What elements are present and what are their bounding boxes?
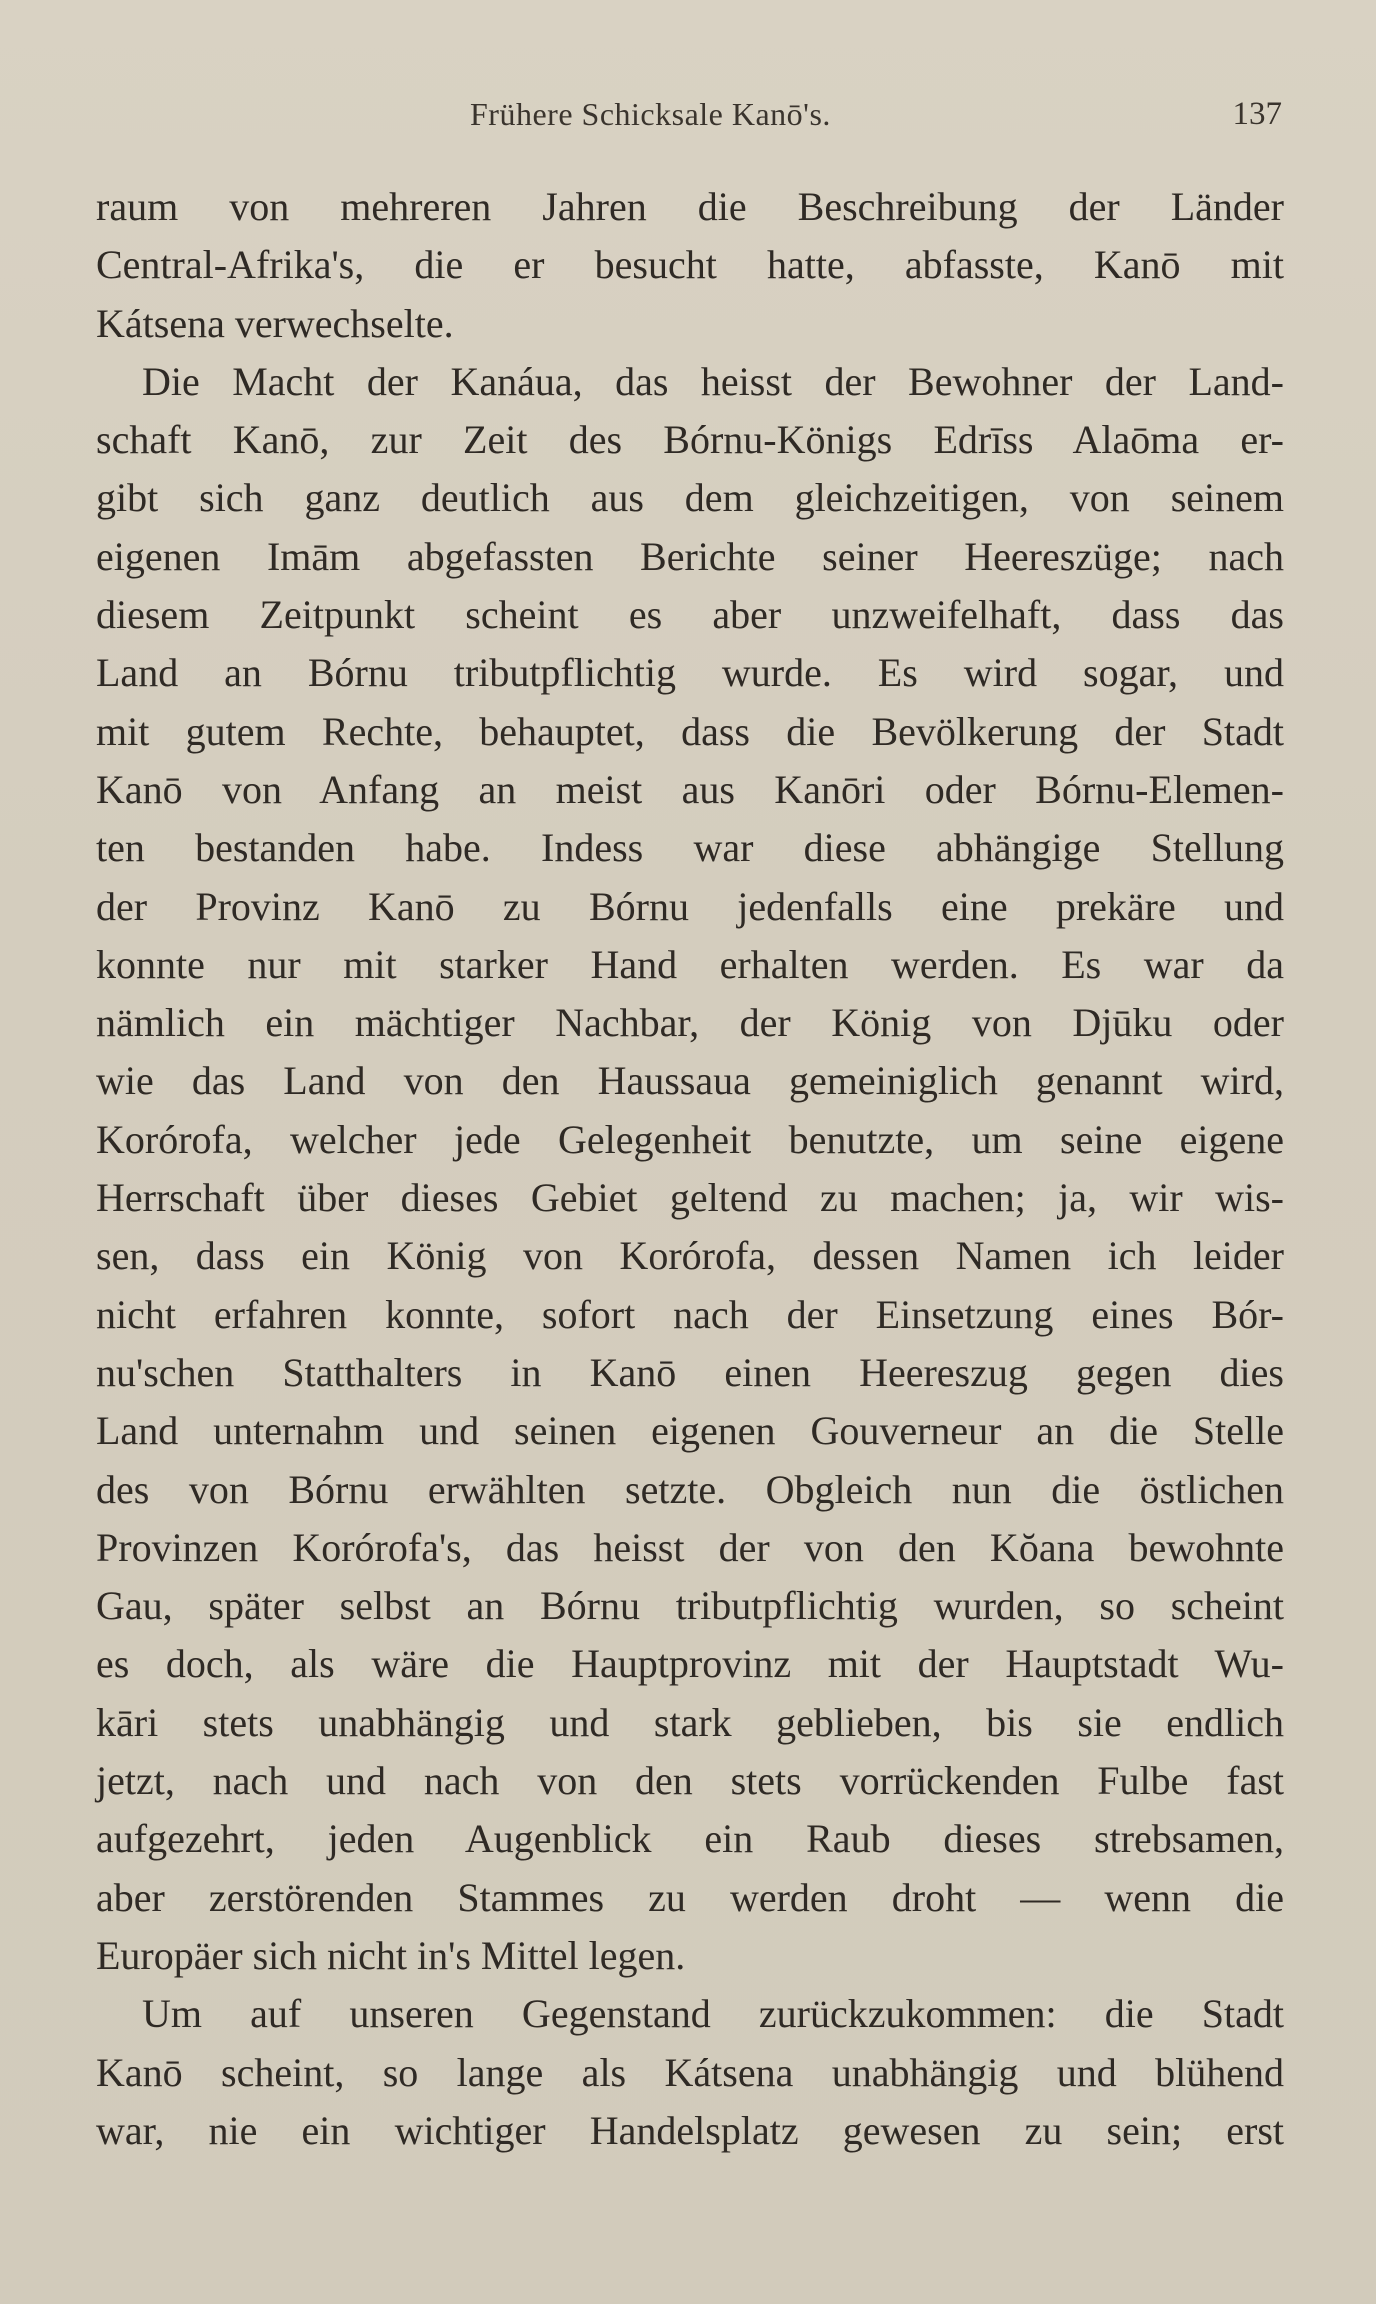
- text-line: nu'schen Statthalters in Kanō einen Heereszug gegen dies: [96, 1349, 1284, 1395]
- text-line: eigenen Imām abgefassten Berichte seiner Heereszüge; nach: [96, 533, 1284, 579]
- text-line: ten bestanden habe. Indess war diese abhängige Stellung: [96, 825, 1284, 871]
- text-line: jetzt, nach und nach von den stets vorrückenden Fulbe fast: [96, 1758, 1284, 1804]
- text-line: Herrschaft über dieses Gebiet geltend zu machen; ja, wir wis-: [96, 1175, 1284, 1221]
- text-line: Provinzen Korórofa's, das heisst der von den Kŏana bewohnte: [96, 1524, 1284, 1570]
- text-line: Land an Bórnu tributpflichtig wurde. Es wird sogar, und: [96, 650, 1284, 696]
- text-line: konnte nur mit starker Hand erhalten werden. Es war da: [96, 941, 1284, 987]
- text-line: Korórofa, welcher jede Gelegenheit benutzte, um seine eigene: [96, 1116, 1284, 1162]
- text-line: wie das Land von den Haussaua gemeiniglich genannt wird,: [96, 1058, 1284, 1104]
- text-line: gibt sich ganz deutlich aus dem gleichzeitigen, von seinem: [96, 475, 1284, 521]
- text-line: des von Bórnu erwählten setzte. Obgleich nun die östlichen: [96, 1466, 1284, 1512]
- page-number: 137: [1232, 96, 1282, 132]
- text-line: Land unternahm und seinen eigenen Gouverneur an die Stelle: [96, 1408, 1284, 1454]
- text-line: Kanō scheint, so lange als Kátsena unabhängig und blühend: [96, 2049, 1284, 2095]
- text-line: aber zerstörenden Stammes zu werden droht — wenn die: [96, 1874, 1284, 1920]
- text-line: schaft Kanō, zur Zeit des Bórnu-Königs Edrīss Alaōma er-: [96, 417, 1284, 463]
- text-line: aufgezehrt, jeden Augenblick ein Raub dieses strebsamen,: [96, 1816, 1284, 1862]
- body-text: [96, 178, 1284, 2160]
- text-line: nämlich ein mächtiger Nachbar, der König von Djūku oder: [96, 1000, 1284, 1046]
- text-line: Gau, später selbst an Bórnu tributpflichtig wurden, so scheint: [96, 1583, 1284, 1629]
- text-line: Kátsena verwechselte.: [96, 300, 454, 346]
- text-line: diesem Zeitpunkt scheint es aber unzweifelhaft, dass das: [96, 592, 1284, 638]
- page-header: [100, 96, 1290, 146]
- text-line: der Provinz Kanō zu Bórnu jedenfalls eine prekäre und: [96, 883, 1284, 929]
- text-line: nicht erfahren konnte, sofort nach der Einsetzung eines Bór-: [96, 1291, 1284, 1337]
- text-line: Kanō von Anfang an meist aus Kanōri oder Bórnu-Elemen-: [96, 766, 1284, 812]
- text-line: war, nie ein wichtiger Handelsplatz gewesen zu sein; erst: [96, 2107, 1284, 2153]
- text-line: mit gutem Rechte, behauptet, dass die Bevölkerung der Stadt: [96, 708, 1284, 754]
- text-line: Die Macht der Kanáua, das heisst der Bewohner der Land-: [142, 358, 1284, 404]
- text-line: kāri stets unabhängig und stark geblieben, bis sie endlich: [96, 1699, 1284, 1745]
- text-line: Central-Afrika's, die er besucht hatte, abfasste, Kanō mit: [96, 242, 1284, 288]
- running-title: Frühere Schicksale Kanō's.: [470, 96, 831, 132]
- text-line: raum von mehreren Jahren die Beschreibung der Länder: [96, 184, 1284, 229]
- text-line: Um auf unseren Gegenstand zurückzukommen: die Stadt: [142, 1991, 1284, 2037]
- text-line: es doch, als wäre die Hauptprovinz mit der Hauptstadt Wu-: [96, 1641, 1284, 1687]
- text-line: sen, dass ein König von Korórofa, dessen Namen ich leider: [96, 1233, 1284, 1279]
- text-line: Europäer sich nicht in's Mittel legen.: [96, 1932, 686, 1978]
